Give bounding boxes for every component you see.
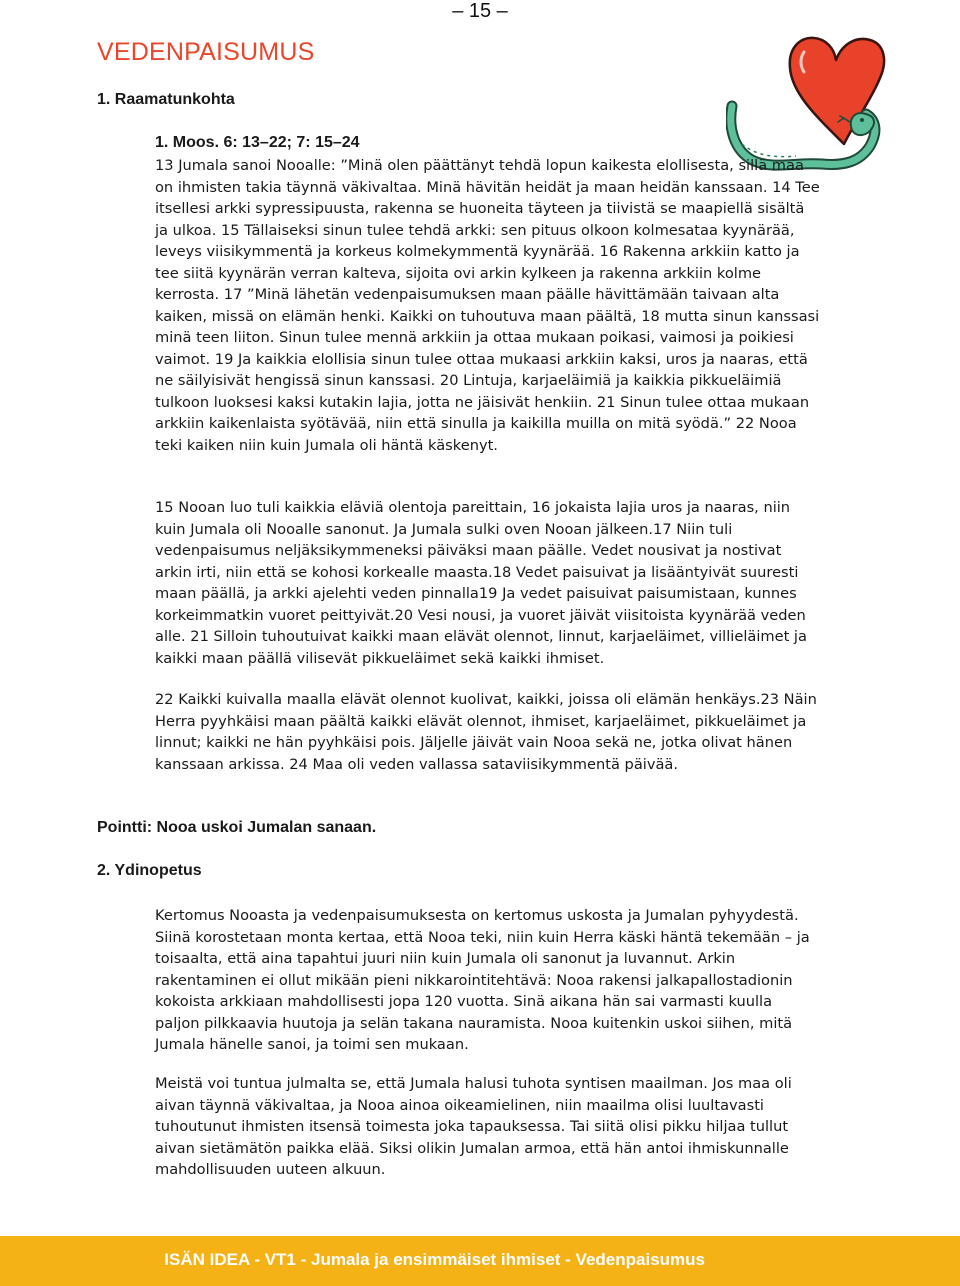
footer-text: ISÄN IDEA - VT1 - Jumala ja ensimmäiset ihmiset - Vedenpaisumus xyxy=(164,1250,705,1269)
bible-reference: 1. Moos. 6: 13–22; 7: 15–24 xyxy=(155,134,360,151)
teaching-paragraph: Kertomus Nooasta ja vedenpaisumuksesta on kertomus uskosta ja Jumalan pyhyydestä. Siinä korostetaan monta kertaa, että Nooa teki, niin kuin Herra käski häntä tekemään – ja toisaalta, että aina tapahtui juuri niin kuin Jumala oli sanonut ja luvannut. Arkin rakentaminen ei ollut mikään pieni nikkarointitehtävä: Nooa rakensi jalkapallostadionin kokoista arkkiaan mahdollisesti jopa 120 vuotta. Sinä aikana hän sai varmasti kuulla paljon pilkkaavia huutoja ja selän takana nauramista. Nooa kuitenkin uskoi siihen, mitä Jumala hänelle sanoi, ja toimi sen mukaan. xyxy=(155,907,810,1053)
page-title: VEDENPAISUMUS xyxy=(97,38,315,66)
scripture-paragraph: 13 Jumala sanoi Nooalle: ”Minä olen päättänyt tehdä lopun kaikesta elollisesta, sillä maa on ihmisten takia täynnä väkivaltaa. Minä hävitän heidät ja maan heidän kanssaan. 14 Tee itsellesi arkki sypressipuusta, rakenna se huoneita täyteen ja tiivistä se maapiellä sisältä ja ulkoa. 15 Tällaiseksi sinun tulee tehdä arkki: sen pituus olkoon kolmesataa kyynärää, leveys viisikymmentä ja korkeus kolmekymmentä kyynärää. 16 Rakenna arkkiin katto ja tee siitä kyynärän verran kalteva, sijoita ovi arkin kylkeen ja rakenna arkkiin kolme kerrosta. 17 ”Minä lähetän vedenpaisumuksen maan päälle hävittämään taivaan alta kaiken, missä on elämän henki. Kaikki on tuhoutuva maan päältä, 18 mutta sinun kanssasi minä teen liiton. Sinun tulee mennä arkkiin ja ottaa mukaan poikasi, vaimosi ja poikiesi vaimot. 19 Ja kaikkia elollisia sinun tulee ottaa mukaasi arkkiin kaksi, uros ja naaras, että ne säilyisivät hengissä sinun kanssasi. 20 Lintuja, karjaeläimiä ja kaikkia pikkueläimiä tulkoon luoksesi kaksi kutakin lajia, jotta ne jäisivät henkiin. 21 Sinun tulee ottaa mukaan arkkiin kaikenlaista syötävää, niin että sinulla ja kaikilla muilla on mitä syödä.” 22 Nooa teki kaiken niin kuin Jumala oli häntä käskenyt. xyxy=(155,157,820,454)
scripture-paragraph: 22 Kaikki kuivalla maalla elävät olennot kuolivat, kaikki, joissa oli elämän henkäys.23 Näin Herra pyyhkäisi maan päältä kaikki elävät olennot, ihmiset, karjaeläimet, pikkueläimet ja linnut; kaikki ne hän pyyhkäisi pois. Jäljelle jäivät vain Nooa sekä ne, jotka olivat hänen kanssaan arkissa. 24 Maa oli veden vallassa sataviisikymmentä päivää. xyxy=(155,691,817,773)
teaching-paragraph: Meistä voi tuntua julmalta se, että Jumala halusi tuhota syntisen maailman. Jos maa oli aivan täynnä väkivaltaa, ja Nooa ainoa oikeamielinen, niin maailma olisi luultavasti tuhoutunut ihmisten itsensä toimesta joka tapauksessa. Tai siitä olisi pikku hiljaa tullut aivan sietämätön paikka elää. Siksi olikin Jumalan armoa, että hän antoi ihmiskunnalle mahdollisuuden uuteen alkuun. xyxy=(155,1075,792,1178)
scripture-paragraph: 15 Nooan luo tuli kaikkia eläviä olentoja pareittain, 16 jokaista lajia uros ja naaras, niin kuin Jumala oli Nooalle sanonut. Ja Jumala sulki oven Nooan jälkeen.17 Niin tuli vedenpaisumus neljäksikymmeneksi päiväksi maan päälle. Vedet nousivat ja nostivat arkin irti, niin että se kohosi korkealle maasta.18 Vedet paisuivat ja lisääntyivät suuresti maan päällä, ja arkki ajelehti veden pinnalla19 Ja vedet paisuivat paisumistaan, kunnes korkeimmatkin vuoret peittyivät.20 Vesi nousi, ja vuoret jäivät viisitoista kyynärää veden alle. 21 Silloin tuhoutuivat kaikki maan elävät olennot, linnut, karjaeläimet, villieläimet ja kaikki maan päällä vilisevät pikkueläimet sekä kaikki ihmiset. xyxy=(155,499,807,667)
page-number: – 15 – xyxy=(452,0,508,22)
section-heading-ydinopetus: 2. Ydinopetus xyxy=(97,862,202,879)
pointti-heading: Pointti: Nooa uskoi Jumalan sanaan. xyxy=(97,819,377,836)
footer-bar xyxy=(0,1236,960,1286)
section-heading-raamatunkohta: 1. Raamatunkohta xyxy=(97,91,235,108)
